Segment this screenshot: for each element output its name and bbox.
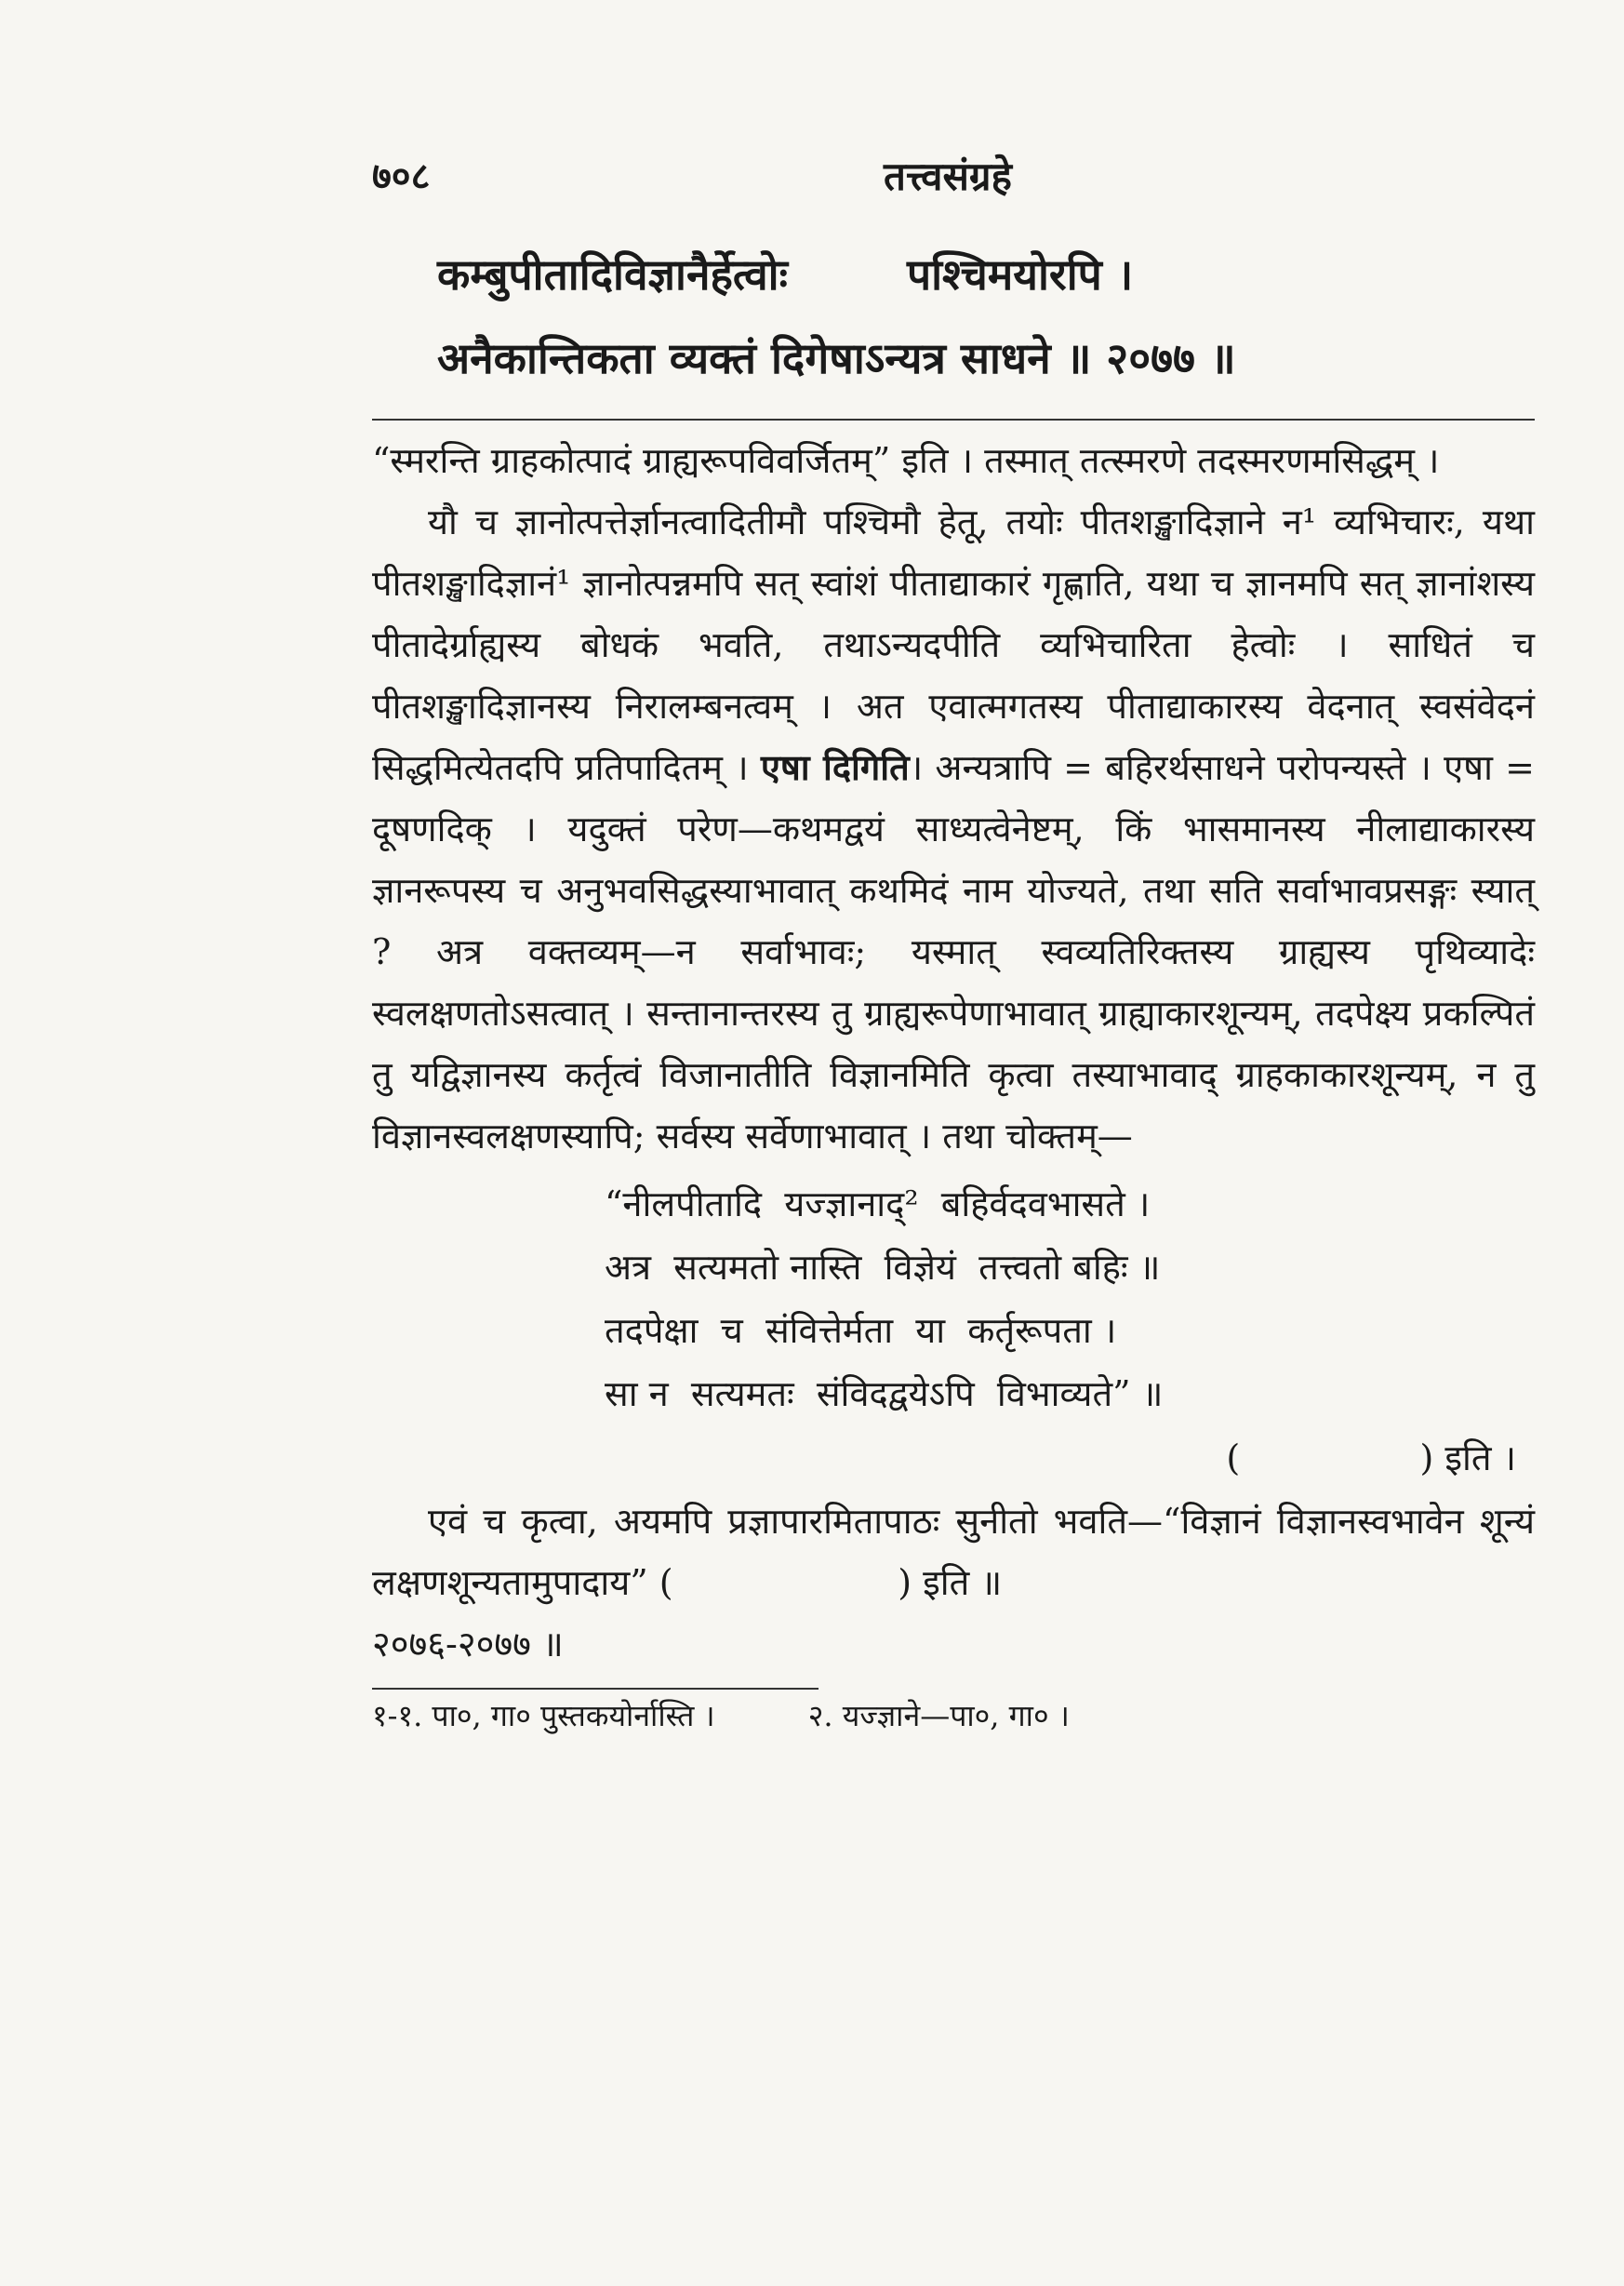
commentary-text: यौ च ज्ञानोत्पत्तेर्ज्ञानत्वादितीमौ पश्चिमौ हेतू, तयोः पीतशङ्खादिज्ञाने न¹ व्यभिचारः, यथा पीतशङ्खादिज्ञानं¹ ज्ञानोत्पन्नमपि सत् स्वांशं पीताद्याकारं गृह्णाति, यथा च ज्ञानमपि सत् ज्ञानांशस्य पीतादेर्ग्राह्यस्य बोधकं भवति, तथाऽन्यदपीति व्यभिचारिता हेत्वोः । साधितं च पीतशङ्खादिज्ञानस्य निरालम्बनत्वम् । अत एवात्मगतस्य पीताद्याकारस्य वेदनात् स्वसंवेदनं सिद्धमित्येतदपि प्रतिपादितम् ।: [372, 501, 1535, 788]
footnotes: [372, 1693, 1535, 1738]
running-title: तत्त्वसंग्रहे: [884, 154, 1012, 199]
commentary-paragraph-1: “स्मरन्ति ग्राहकोत्पादं ग्राह्यरूपविवर्जितम्” इति । तस्मात् तत्स्मरणे तदस्मरणमसिद्धम् ।: [372, 440, 1440, 481]
commentary-paragraph-2: [372, 491, 1535, 1167]
footnote-1: १-१. पा०, गा० पुस्तकयोर्नास्ति ।: [372, 1698, 715, 1733]
quoted-verse-line: तदपेक्षा च संवित्तेर्मता या कर्तृरूपता ।: [605, 1310, 1117, 1351]
quoted-verse: [372, 1172, 1535, 1425]
quoted-verse-line: अत्र सत्यमतो नास्ति विज्ञेयं तत्त्वतो बहिः ॥: [605, 1247, 1161, 1288]
commentary: [372, 430, 1547, 1675]
page-number: ७०८: [372, 154, 431, 198]
verse-line-1: कम्बुपीतादिविज्ञानैर्हेत्वोः पश्चिमयोरपि ।: [437, 249, 1134, 300]
quoted-verse-line: “नीलपीतादि यज्ज्ञानाद्² बहिर्वदवभासते ।: [605, 1183, 1151, 1224]
commentary-keyword: एषा दिगिति: [760, 746, 910, 788]
verse-line-2: अनैकान्तिकता व्यक्तं दिगेषाऽन्यत्र साधने ॥ २०७७ ॥: [437, 333, 1236, 383]
page-header: [372, 140, 1535, 214]
quoted-verse-line: सा न सत्यमतः संविदद्वयेऽपि विभाव्यते” ॥: [605, 1373, 1164, 1414]
verse-divider: [372, 419, 1535, 421]
main-verse: [372, 233, 1535, 400]
footnote-divider: [372, 1688, 819, 1690]
page: [372, 140, 1547, 2186]
commentary-paragraph-3: एवं च कृत्वा, अयमपि प्रज्ञापारमितापाठः सुनीतो भवति—“विज्ञानं विज्ञानस्वभावेन शून्यं लक्षणशून्यतामुपादाय” ( ) इति ॥: [372, 1501, 1547, 1603]
footnote-2: २. यज्ज्ञाने—पा०, गा० ।: [807, 1698, 1070, 1733]
verse-range-marker: २०७६-२०७७ ॥: [372, 1624, 564, 1664]
citation-placeholder: ( ) इति ।: [1226, 1437, 1516, 1478]
commentary-text: । अन्यत्रापि = बहिरर्थसाधने परोपन्यस्ते । एषा = दूषणदिक् । यदुक्तं परेण—कथमद्वयं साध्यत्वेनेष्टम्, किं भासमानस्य नीलाद्याकारस्य ज्ञानरूपस्य च अनुभवसिद्धस्याभावात् कथमिदं नाम योज्यते, तथा सति सर्वाभावप्रसङ्गः स्यात् ? अत्र वक्तव्यम्—न सर्वाभावः; यस्मात् स्वव्यतिरिक्तस्य ग्राह्यस्य पृथिव्यादेः स्वलक्षणतोऽसत्वात् । सन्तानान्तरस्य तु ग्राह्यरूपेणाभावात् ग्राह्याकारशून्यम्, तदपेक्ष्य प्रकल्पितं तु यद्विज्ञानस्य कर्तृत्वं विजानातीति विज्ञानमिति कृत्वा तस्याभावाद् ग्राहकाकारशून्यम्, न तु विज्ञानस्वलक्षणस्यापि; सर्वस्य सर्वेणाभावात् । तथा चोक्तम्—: [372, 747, 1535, 1156]
